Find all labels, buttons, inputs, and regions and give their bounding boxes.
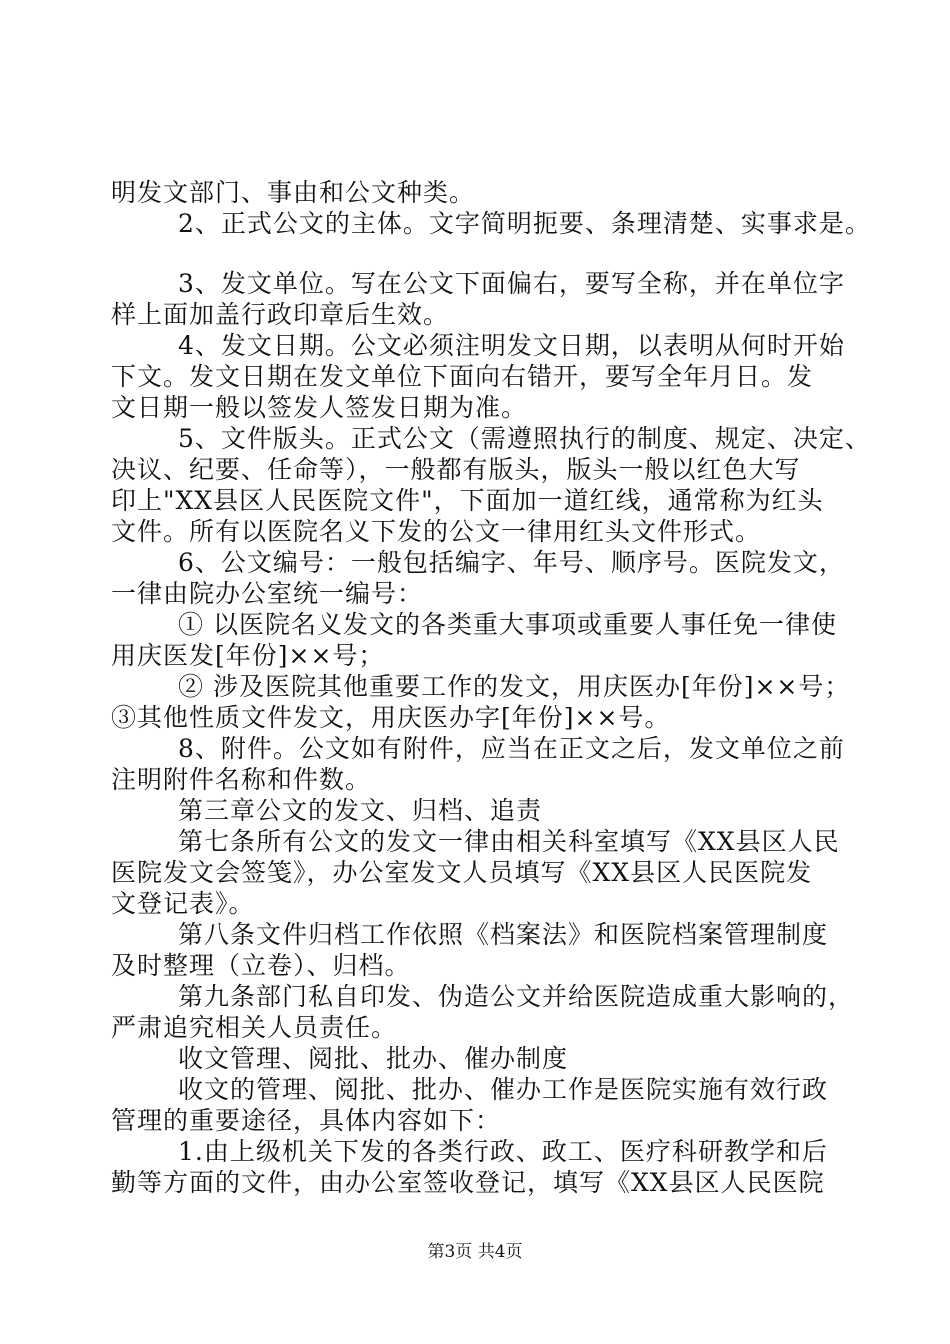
text-line: 5、文件版头。正式公文（需遵照执行的制度、规定、决定、 bbox=[178, 424, 871, 453]
text-line: 文件。所有以医院名义下发的公文一律用红头文件形式。 bbox=[111, 517, 762, 546]
text-line: 用庆医发[年份]××号； bbox=[111, 641, 385, 670]
text-line: 样上面加盖行政印章后生效。 bbox=[111, 300, 450, 329]
text-line: 印上"XX县区人民医院文件"，下面加一道红线，通常称为红头 bbox=[111, 486, 824, 515]
section-heading: 收文管理、阅批、批办、催办制度 bbox=[178, 1044, 569, 1073]
text-line: 注明附件名称和件数。 bbox=[111, 765, 372, 794]
text-line: 决议、纪要、任命等），一般都有版头，版头一般以红色大写 bbox=[111, 455, 801, 484]
text-line: 严肃追究相关人员责任。 bbox=[111, 1013, 398, 1042]
text-line: 2、正式公文的主体。文字简明扼要、条理清楚、实事求是。 bbox=[178, 209, 871, 238]
text-line: 6、公文编号：一般包括编字、年号、顺序号。医院发文， bbox=[178, 548, 845, 577]
text-line: 第八条文件归档工作依照《档案法》和医院档案管理制度 bbox=[178, 920, 829, 949]
text-line: 明发文部门、事由和公文种类。 bbox=[111, 178, 476, 207]
text-line: ③其他性质文件发文，用庆医办字[年份]××号。 bbox=[111, 703, 671, 732]
text-line: 3、发文单位。写在公文下面偏右，要写全称，并在单位字 bbox=[178, 269, 845, 298]
text-line: 第九条部门私自印发、伪造公文并给医院造成重大影响的， bbox=[178, 982, 855, 1011]
text-line: 文日期一般以签发人签发日期为准。 bbox=[111, 393, 528, 422]
text-line: 收文的管理、阅批、批办、催办工作是医院实施有效行政 bbox=[178, 1075, 829, 1104]
text-line: 文登记表》。 bbox=[111, 889, 255, 918]
text-line: 医院发文会签笺》，办公室发文人员填写《XX县区人民医院发 bbox=[111, 858, 813, 887]
page-number-footer: 第3页 共4页 bbox=[427, 1242, 523, 1262]
text-line: 及时整理（立卷）、归档。 bbox=[111, 951, 411, 980]
text-line: ② 涉及医院其他重要工作的发文，用庆医办[年份]××号； bbox=[178, 672, 851, 701]
text-line: 下文。发文日期在发文单位下面向右错开，要写全年月日。发 bbox=[111, 362, 814, 391]
text-line: 第七条所有公文的发文一律由相关科室填写《XX县区人民 bbox=[178, 827, 840, 856]
text-line: 勤等方面的文件，由办公室签收登记，填写《XX县区人民医院 bbox=[111, 1168, 825, 1197]
text-line: 一律由院办公室统一编号： bbox=[111, 579, 424, 608]
text-line: 管理的重要途径，具体内容如下： bbox=[111, 1106, 502, 1135]
text-line: 1.由上级机关下发的各类行政、政工、医疗科研教学和后 bbox=[178, 1137, 828, 1166]
chapter-heading: 第三章公文的发文、归档、追责 bbox=[178, 796, 543, 825]
text-line: 8、附件。公文如有附件，应当在正文之后，发文单位之前 bbox=[178, 734, 845, 763]
text-line: ① 以医院名义发文的各类重大事项或重要人事任免一律使 bbox=[178, 610, 837, 639]
text-line: 4、发文日期。公文必须注明发文日期，以表明从何时开始 bbox=[178, 331, 845, 360]
